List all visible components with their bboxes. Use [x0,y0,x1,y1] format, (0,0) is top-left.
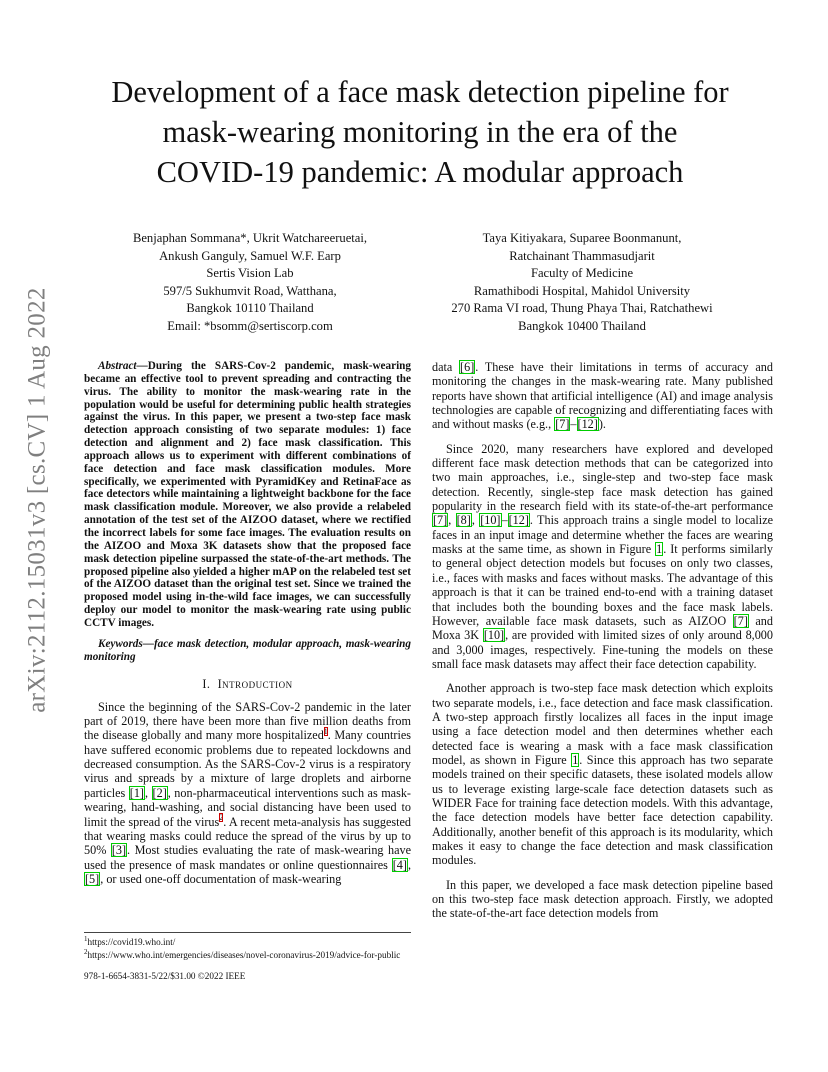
left-column [84,360,411,886]
citation-link[interactable]: [1] [129,785,144,800]
footnote-1-url[interactable]: https://covid19.who.int/ [87,937,176,947]
footnote-link-2[interactable]: 2 [219,813,224,823]
citation-link[interactable]: [12] [577,417,598,432]
right-paragraph-2: Since 2020, many researchers have explored and developed different face mask detection methods that can be categorized into two main approaches, i.e., single-step and two-step face mask detection. Recently, single-step face mask detection has gained popularity in the research field with its state-of-the-art performance [7], [8], [10]–[12]. This approach trains a single model to localize faces in an input image and determine whether the faces are wearing masks at the same time, as shown in Figure 1. It performs similarly to general object detection models but focuses on only two classes, i.e., faces with masks and faces without masks. The advantage of this approach is that it can be trained end-to-end with a training dataset that includes both the bounding boxes and the face mask labels. However, available face mask datasets, such as AIZOO [7] and Moxa 3K [10], are provided with limited sizes of only around 8,000 and 3,000 images, respectively. Fine-tuning the models on these small face mask datasets may affect their face detection capability. [432,441,774,671]
author-names-2: Ankush Ganguly, Samuel W.F. Earp [159,248,341,263]
intro-paragraph-1: Since the beginning of the SARS-Cov-2 pandemic in the later part of 2019, there have been more than five million deaths from the disease globally and many more hospitalized$^1$. Many countries have suffered economic problems due to repeated lockdowns and decreased consumption. As the SARS-Cov-2 virus is a respiratory virus and spreads by a mixture of large droplets and airborne particles [1], [2], non-pharmaceutical interventions such as mask-wearing, hand-washing, and social distancing have been used to limit the spread of the virus$^2$. A recent meta-analysis has suggested that wearing masks could reduce the spread of the virus by up to 50% [3]. Most studies evaluating the rate of mask-wearing have used the presence of mask mandates or online questionnaires [4], [5], or used one-off documentation of mask-wearing [84,699,412,886]
footnote-1: $^1$https://covid19.who.int/ [84,934,176,947]
arxiv-identifier: arXiv:2112.15031v3 [cs.CV] 1 Aug 2022 [24,287,52,713]
author-names-1: Benjaphan Sommana*, Ukrit Watchareeruetai, [132,231,368,245]
abstract-lead: Abstract [98,360,137,372]
abstract [84,360,411,630]
arxiv-sidebar [16,285,60,715]
author-names-1: Taya Kitiyakara, Suparee Boonmanunt, [482,231,682,245]
citation-link[interactable]: [12] [508,513,529,528]
address-line-2: Bangkok 10110 Thailand [186,301,314,316]
affiliation: Sertis Vision Lab [206,266,294,281]
paper-title [60,72,780,192]
citation-link[interactable]: [5] [85,871,100,886]
footnote-2: $^2$https://www.who.int/emergencies/diseases/novel-coronavirus-2019/advice-for-public [84,947,401,960]
citation-link[interactable]: [7] [733,613,748,628]
citation-link[interactable]: [4] [392,857,407,872]
author-block-left [100,230,400,336]
title-line-2: mask-wearing monitoring in the era of the [162,115,678,149]
right-paragraph-1: data [6]. These have their limitations in terms of accuracy and monitoring the changes in the mask-wearing rate. Many published reports have shown that artificial intelligence (AI) and image analysis technologies are capable of recognizing and differentiating faces with and without masks (e.g., [7]–[12]). [432,360,773,432]
title-line-1: Development of a face mask detection pipeline for [111,75,729,109]
right-column [432,360,773,921]
citation-link[interactable]: [8] [456,513,471,528]
figure-link[interactable]: 1 [656,542,663,557]
keywords: Keywords—face mask detection, modular approach, mask-wearing monitoring [84,637,411,663]
right-paragraph-4: In this paper, we developed a face mask detection pipeline based on this two-step face mask detection approach. Firstly, we adopted the state-of-the-art face detection models from [432,877,773,921]
affiliation-1: Faculty of Medicine [530,266,634,281]
author-block-right [428,230,736,336]
figure-link[interactable]: 1 [572,752,579,767]
citation-link[interactable]: [7] [555,417,570,432]
abstract-text: —During the SARS-Cov-2 pandemic, mask-wearing became an effective tool to prevent spreading and contracting the virus. The ability to monitor the mask-wearing rate in the population would be useful for determining public health strategies against the virus. In this paper, we present a two-step face mask detection approach consisting of two separate modules: 1) face detection and alignment and 2) face mask classification. This approach allows us to experiment with different combinations of face detection and face mask classification modules. More specifically, we experimented with PyramidKey and RetinaFace as face detectors while maintaining a lightweight backbone for the face mask classification module. Moreover, we also provide a relabeled annotation of the test set of the AIZOO dataset, where we rectified the incorrect labels for some face images. The evaluation results on the AIZOO and Moxa 3K datasets show that the proposed face mask detection pipeline surpassed the state-of-the-art methods. The proposed pipeline also yielded a higher mAP on the relabeled test set of the AIZOO dataset than the original test set. Since we trained the proposed model using in-the-wild face images, we can successfully deploy our model to monitor the mask-wearing rate using public CCTV images. [84,360,411,629]
author-names-2: Ratchainant Thammasudjarit [509,248,655,263]
footnote-link-1[interactable]: 1 [323,727,328,737]
copyright-notice: 978-1-6654-3831-5/22/$31.00 ©2022 IEEE [84,971,246,981]
citation-link[interactable]: [10] [480,513,501,528]
section-title: Introduction [217,677,293,692]
citation-link[interactable]: [10] [483,628,505,643]
affiliation-2: Ramathibodi Hospital, Mahidol University [473,283,691,298]
citation-link[interactable]: [6] [460,360,475,374]
footnotes [84,932,411,984]
address-line-1: 597/5 Sukhumvit Road, Watthana, [163,283,337,298]
email: Email: *bsomm@sertiscorp.com [167,318,333,333]
address-line-2: Bangkok 10400 Thailand [518,318,646,333]
footnote-2-url[interactable]: https://www.who.int/emergencies/diseases/novel-coronavirus-2019/advice-for-public [87,949,401,960]
right-paragraph-3: Another approach is two-step face mask detection which exploits two separate models, i.e., face detection and face mask classification. A two-step approach firstly localizes all faces in the input image using a face detection model and then determines whether each detected face is wearing a mask with a face mask classification model, as shown in Figure 1. Since this approach has two separate models trained on their specific datasets, these isolated models allow us to leverage existing large-scale face detection datasets such as WIDER Face for training face detection models. With this advantage, the face detection models have better face detection capability. Additionally, another benefit of this approach is its modularity, which makes it easy to change the face detection and mask classification modules. [432,681,773,868]
title-line-3: COVID-19 pandemic: A modular approach [156,155,684,189]
citation-link[interactable]: [7] [433,513,448,528]
citation-link[interactable]: [3] [111,843,127,858]
section-heading-introduction [84,677,411,691]
section-number: I. [202,677,211,692]
citation-link[interactable]: [2] [152,785,167,800]
address-line-1: 270 Rama VI road, Thung Phaya Thai, Ratchathewi [451,301,713,316]
